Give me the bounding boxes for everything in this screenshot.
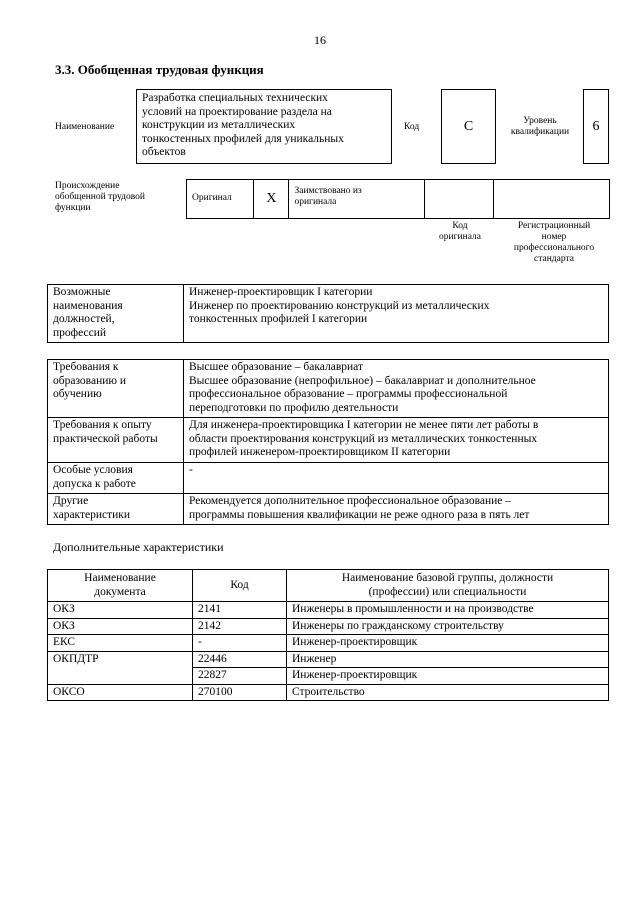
- original-mark: X: [254, 180, 289, 219]
- code-value: C: [463, 118, 474, 134]
- code-cell: -: [193, 635, 287, 652]
- level-label: Уровень квалификации: [510, 116, 570, 137]
- name-cell: Инженеры в промышленности и на производстве: [287, 602, 609, 619]
- code-cell: 2142: [193, 618, 287, 635]
- function-name-line: конструкции из металлических: [142, 119, 296, 131]
- name-cell: Инженер: [287, 651, 609, 668]
- registration-number-cell: [494, 180, 610, 219]
- borrowed-label: Заимствовано из оригинала: [289, 180, 425, 219]
- table-row: [48, 602, 609, 619]
- requirement-value: Высшее образование – бакалавриат Высшее образование (непрофильное) – бакалавриат и дополнительное профессиональное образование – программы профессиональной переподготовки по профилю деятельности: [184, 360, 609, 418]
- name-label: Наименование: [55, 122, 115, 132]
- origin-label: Происхождение обобщенной трудовой функции: [55, 181, 145, 213]
- level-value-box: [583, 89, 609, 164]
- requirement-label: Особые условия допуска к работе: [48, 463, 184, 494]
- requirement-label: Требования к опыту практической работы: [48, 418, 184, 463]
- doc-cell: ОКЗ: [48, 602, 193, 619]
- function-name-line: условий на проектирование раздела на: [142, 105, 332, 118]
- header-name: Наименование базовой группы, должности (профессии) или специальности: [287, 570, 609, 602]
- name-cell: Инженер-проектировщик: [287, 668, 609, 685]
- table-row: [48, 360, 609, 418]
- table-row: [48, 651, 609, 668]
- code-cell: 270100: [193, 684, 287, 701]
- doc-cell: ОКСО: [48, 684, 193, 701]
- additional-title: Дополнительные характеристики: [53, 540, 224, 554]
- name-cell: Инженеры по гражданскому строительству: [287, 618, 609, 635]
- original-label: Оригинал: [187, 180, 254, 219]
- positions-table: [47, 284, 609, 343]
- table-header-row: [48, 570, 609, 602]
- code-caption: Код оригинала: [439, 221, 481, 242]
- table-row: [48, 618, 609, 635]
- origin-table: [186, 179, 610, 219]
- original-code-cell: [425, 180, 494, 219]
- requirements-table: [47, 359, 609, 525]
- table-row: [48, 418, 609, 463]
- registration-caption: Регистрационный номер профессионального стандарта: [513, 221, 595, 264]
- name-cell: Строительство: [287, 684, 609, 701]
- code-label: Код: [404, 122, 420, 132]
- code-cell: 22827: [193, 668, 287, 685]
- function-name-line: объектов: [142, 146, 186, 158]
- doc-cell: ЕКС: [48, 635, 193, 652]
- section-title: 3.3. Обобщенная трудовая функция: [55, 62, 264, 77]
- table-row: [48, 494, 609, 525]
- header-document: Наименование документа: [48, 570, 193, 602]
- table-row: [48, 635, 609, 652]
- level-value: 6: [592, 118, 600, 134]
- requirement-label: Требования к образованию и обучению: [48, 360, 184, 418]
- code-cell: 2141: [193, 602, 287, 619]
- doc-cell: ОКЗ: [48, 618, 193, 635]
- function-name-box: [136, 89, 392, 164]
- positions-label: Возможные наименования должностей, профессий: [48, 285, 184, 343]
- positions-value: Инженер-проектировщик I категории Инженер по проектированию конструкций из металлических тонкостенных профилей I категории: [184, 285, 609, 343]
- code-cell: 22446: [193, 651, 287, 668]
- requirement-value: Рекомендуется дополнительное профессиональное образование – программы повышения квалификации не реже одного раза в пять лет: [184, 494, 609, 525]
- header-code: Код: [193, 570, 287, 602]
- requirement-label: Другие характеристики: [48, 494, 184, 525]
- function-name-line: тонкостенных профилей для уникальных: [142, 132, 344, 145]
- doc-cell: ОКПДТР: [48, 651, 193, 684]
- code-value-box: [441, 89, 496, 164]
- additional-table: [47, 569, 609, 701]
- table-row: [48, 463, 609, 494]
- requirement-value: Для инженера-проектировщика I категории не менее пяти лет работы в области проектирования конструкций из металлических тонкостенных профилей инженером-проектировщиком II категории: [184, 418, 609, 463]
- table-row: [48, 684, 609, 701]
- function-name-line: Разработка специальных технических: [142, 92, 328, 104]
- name-cell: Инженер-проектировщик: [287, 635, 609, 652]
- page-number: 16: [314, 33, 326, 47]
- requirement-value: -: [184, 463, 609, 494]
